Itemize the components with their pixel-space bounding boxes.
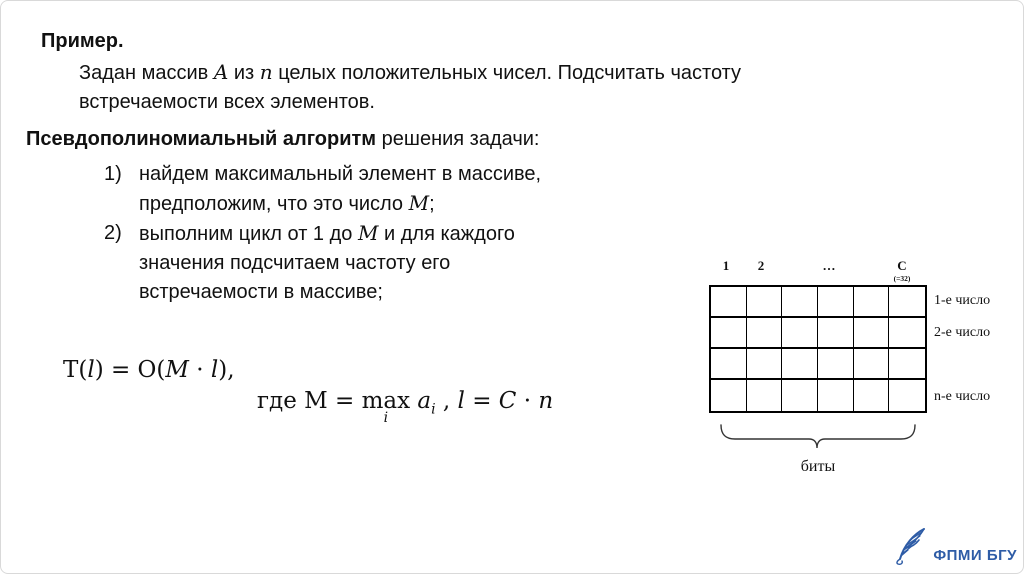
row-label-2: 2-е число [934,325,991,340]
grid-cell [889,349,925,380]
quill-feather-icon [892,526,930,566]
list-item-2 [104,219,541,307]
formula2-n: n [538,388,554,414]
logo-text: ФПМИ БГУ [933,547,1017,564]
item1-line1: найдем максимальный элемент в массиве, [139,163,542,185]
algorithm-heading-rest: решения задачи: [376,128,540,150]
formula2-a: a [417,388,432,414]
problem-line1-c: целых положительных чисел. Подсчитать частоту [272,62,742,84]
grid-cell [818,380,854,411]
list-item-2-number: 2) [104,222,122,244]
item2-line3: встречаемости в массиве; [139,281,383,303]
formula1-T: T( [63,357,88,383]
algorithm-heading-bold: Псевдополиномиальный алгоритм [26,128,377,150]
formula-complexity [63,357,235,383]
bit-grid [709,285,927,413]
col-header-C: C [897,258,907,273]
list-item-2-text [139,219,515,307]
grid-cell [782,318,818,349]
grid-cell [818,349,854,380]
formula2-l: l [457,388,465,414]
problem-line1-b: из [228,62,260,84]
item2-line2: значения подсчитаем частоту его [139,252,451,274]
col-header-2: 2 [757,258,765,273]
col-header-C-note: (=32) [893,274,911,283]
max-operator [361,388,411,426]
max-label: max [361,388,411,414]
list-item-1 [104,160,541,219]
formula1-M: M [165,357,189,383]
problem-statement [79,58,879,117]
brace-label: биты [800,458,836,475]
variable-n: n [259,60,273,84]
grid-cell [889,380,925,411]
fpmi-bsu-logo [892,526,1017,566]
row-label-1: 1-е число [934,293,991,308]
formula2-dot: · [516,388,539,414]
variable-M: M [408,191,430,215]
formula2-a-subscript: i [431,401,436,418]
item2-line1-b: и для каждого [378,223,515,245]
formula2-comma: , [435,388,458,414]
list-item-1-text [139,160,541,219]
grid-cell [782,349,818,380]
grid-cell [854,287,890,318]
item1-line2-b: ; [429,193,435,215]
bit-table-diagram [709,257,1019,507]
grid-cell [889,318,925,349]
formula1-end: ), [218,357,235,383]
formula1-l: l [87,357,95,383]
grid-cell [747,287,783,318]
grid-cell [854,349,890,380]
grid-cell [711,318,747,349]
grid-cell [889,287,925,318]
grid-cell [747,318,783,349]
underbrace [719,424,917,450]
grid-cell [711,349,747,380]
item2-line1-a: выполним цикл от 1 до [139,223,358,245]
max-subscript: i [383,410,389,426]
list-item-1-number: 1) [104,163,122,185]
col-header-ellipsis: … [822,258,836,273]
grid-cell [782,287,818,318]
grid-cell [854,318,890,349]
variable-M: M [357,221,379,245]
algorithm-heading [26,128,539,151]
grid-cell [747,380,783,411]
grid-cell [711,287,747,318]
grid-cell [818,318,854,349]
grid-cell [711,380,747,411]
problem-line1-a: Задан массив [79,62,214,84]
grid-cell [782,380,818,411]
grid-cell [818,287,854,318]
formula1-l2: l [210,357,219,383]
formula2-prefix: где M = [257,388,362,414]
formula2-equals: = [464,388,499,414]
grid-cell [854,380,890,411]
formula-where [257,388,554,426]
formula2-C: C [498,388,517,414]
slide-title: Пример. [41,30,124,52]
variable-A: A [213,60,229,84]
item1-line2-a: предположим, что это число [139,193,409,215]
formula1-dot: · [188,357,211,383]
row-label-n: n-е число [934,389,991,404]
formula1-eq-O: ) = O( [94,357,166,383]
problem-line2: встречаемости всех элементов. [79,91,375,113]
grid-cell [747,349,783,380]
algorithm-list [104,160,541,307]
col-header-1: 1 [722,258,730,273]
